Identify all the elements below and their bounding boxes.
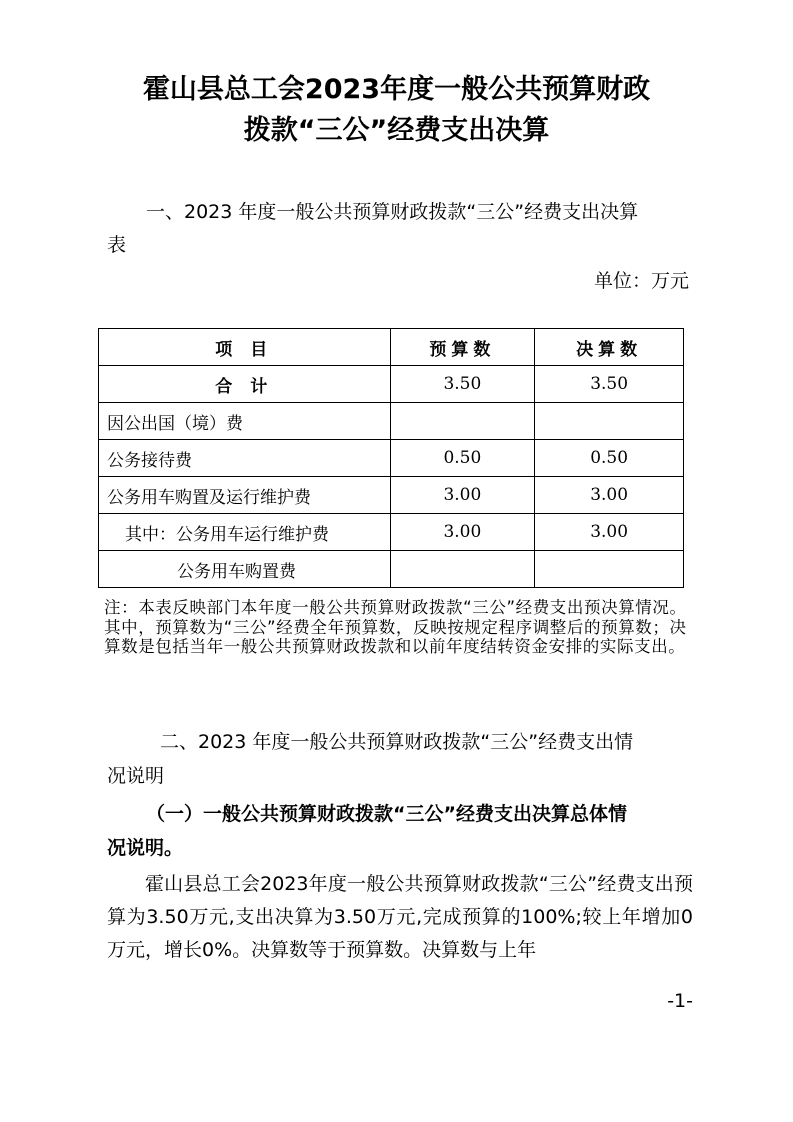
row-budget: 3.50 [390, 366, 535, 403]
subsection-heading-line-2: 况说明。 [107, 837, 184, 859]
row-final: 3.50 [535, 366, 684, 403]
row-label: 其中：公务用车运行维护费 [99, 514, 391, 551]
table-row [99, 514, 684, 551]
row-final: 3.00 [535, 514, 684, 551]
subsection-heading-line-1: （一）一般公共预算财政拨款“三公”经费支出决算总体情 [146, 803, 627, 825]
row-budget: 0.50 [390, 440, 535, 477]
document-title-line-1: 霍山县总工会2023年度一般公共预算财政 [142, 74, 651, 105]
row-label: 因公出国（境）费 [99, 403, 391, 440]
row-label: 公务接待费 [99, 440, 391, 477]
document-title-line-2: 拨款“三公”经费支出决算 [243, 115, 550, 146]
section2-heading-line-2: 况说明 [107, 765, 165, 787]
page-number: -1- [667, 990, 693, 1012]
body-paragraph: 霍山县总工会2023年度一般公共预算财政拨款“三公”经费支出预算为3.50万元,支出决算为3.50万元,完成预算的100%;较上年增加0万元，增长0%。决算数等于预算数。决算数与上年 [107, 873, 693, 961]
row-final [535, 551, 684, 588]
header-budget: 预算数 [390, 329, 535, 366]
row-final: 0.50 [535, 440, 684, 477]
unit-label: 单位：万元 [593, 270, 689, 292]
section1-heading-line-1: 一、2023 年度一般公共预算财政拨款“三公”经费支出决算 [146, 201, 639, 223]
row-label: 公务用车购置及运行维护费 [99, 477, 391, 514]
row-budget [390, 403, 535, 440]
header-final: 决算数 [535, 329, 684, 366]
table-row [99, 366, 684, 403]
row-final [535, 403, 684, 440]
header-item: 项 目 [99, 329, 391, 366]
table-row [99, 440, 684, 477]
section1-heading-line-2: 表 [107, 234, 127, 256]
table-row [99, 477, 684, 514]
table-row [99, 403, 684, 440]
row-final: 3.00 [535, 477, 684, 514]
table-header-row [99, 329, 684, 366]
table-footnote: 注：本表反映部门本年度一般公共预算财政拨款“三公”经费支出预决算情况。其中，预算数为“三公”经费全年预算数，反映按规定程序调整后的预算数；决算数是包括当年一般公共预算财政拨款和以前年度结转资金安排的实际支出。 [104, 598, 687, 656]
row-budget: 3.00 [390, 477, 535, 514]
row-budget [390, 551, 535, 588]
row-label: 合 计 [99, 366, 391, 403]
three-public-expenses-table [98, 328, 684, 588]
section2-heading-line-1: 二、2023 年度一般公共预算财政拨款“三公”经费支出情 [160, 731, 634, 753]
row-budget: 3.00 [390, 514, 535, 551]
row-label: 公务用车购置费 [99, 551, 391, 588]
table-row [99, 551, 684, 588]
